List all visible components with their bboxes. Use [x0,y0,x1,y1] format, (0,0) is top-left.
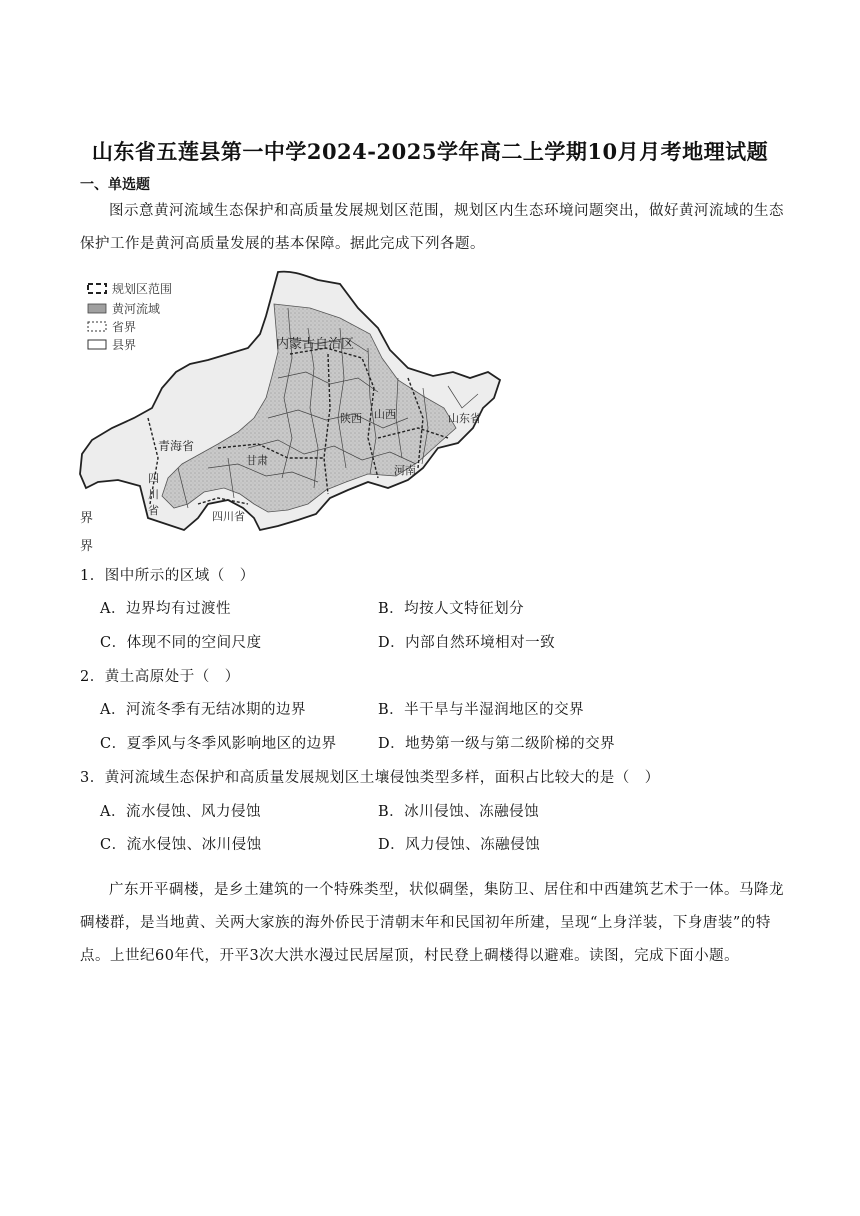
label-gansu: 甘肃 [246,454,268,467]
label-shaanxi: 陕西 [340,412,362,425]
label-henan: 河南 [394,464,416,477]
question-2-option-a: A．河流冬季有无结冰期的边界 [100,702,306,718]
question-2-option-b: B．半干旱与半湿润地区的交界 [378,702,585,718]
question-1-option-a: A．边界均有过渡性 [100,601,231,617]
label-qinghai: 青海省 [158,439,195,453]
question-1-stem: 1．图中所示的区域（ ） [80,568,255,584]
map-legend [88,281,172,352]
page-title: 山东省五莲县第一中学2024-2025学年高二上学期10月月考地理试题 [91,139,769,164]
question-3-option-c: C．流水侵蚀、冰川侵蚀 [100,837,262,853]
legend-label-region: 规划区范围 [112,282,173,296]
legend-label-province: 省界 [112,320,137,334]
question-3-stem: 3．黄河流域生态保护和高质量发展规划区土壤侵蚀类型多样，面积占比较大的是（ ） [80,770,660,786]
intro-paragraph: 图示意黄河流域生态保护和高质量发展规划区范围，规划区内生态环境问题突出，做好黄河流域的生态保护工作是黄河高质量发展的基本保障。据此完成下列各题。 [80,203,784,252]
question-3-option-b: B．冰川侵蚀、冻融侵蚀 [378,804,540,820]
legend-label-county: 县界 [112,338,137,352]
kaiping-paragraph: 广东开平碉楼，是乡土建筑的一个特殊类型，状似碉堡，集防卫、居住和中西建筑艺术于一体。马降龙碉楼群，是当地黄、关两大家族的海外侨民于清朝末年和民国初年所建，呈现“上身洋装，下身唐装”的特点。上世纪60年代，开平3次大洪水漫过民居屋顶，村民登上碉楼得以避难。读图，完成下面小题。 [80,882,784,964]
question-2-option-d: D．地势第一级与第二级阶梯的交界 [378,736,616,752]
label-neimenggu: 内蒙古自治区 [276,337,355,352]
label-sichuan-3: 省 [148,504,159,517]
label-shanxi: 山西 [374,408,396,421]
yellow-river-map [78,268,503,554]
question-1-option-c: C．体现不同的空间尺度 [100,635,262,651]
question-3-option-a: A．流水侵蚀、风力侵蚀 [100,804,261,820]
legend-label-basin: 黄河流域 [112,302,161,316]
label-sichuan-south: 四川省 [212,510,245,523]
label-border-1: 界 [80,511,94,526]
section-heading: 一、单选题 [80,177,150,193]
question-2-stem: 2．黄土高原处于（ ） [80,669,240,685]
label-sichuan-1: 四 [148,472,159,485]
question-3-option-d: D．风力侵蚀、冻融侵蚀 [378,837,541,853]
label-sichuan-2: 川 [148,488,159,501]
label-shandong: 山东省 [448,412,481,425]
question-2-option-c: C．夏季风与冬季风影响地区的边界 [100,736,337,752]
question-1-option-b: B．均按人文特征划分 [378,601,525,617]
label-border-2: 界 [80,539,94,554]
question-1-option-d: D．内部自然环境相对一致 [378,635,556,651]
